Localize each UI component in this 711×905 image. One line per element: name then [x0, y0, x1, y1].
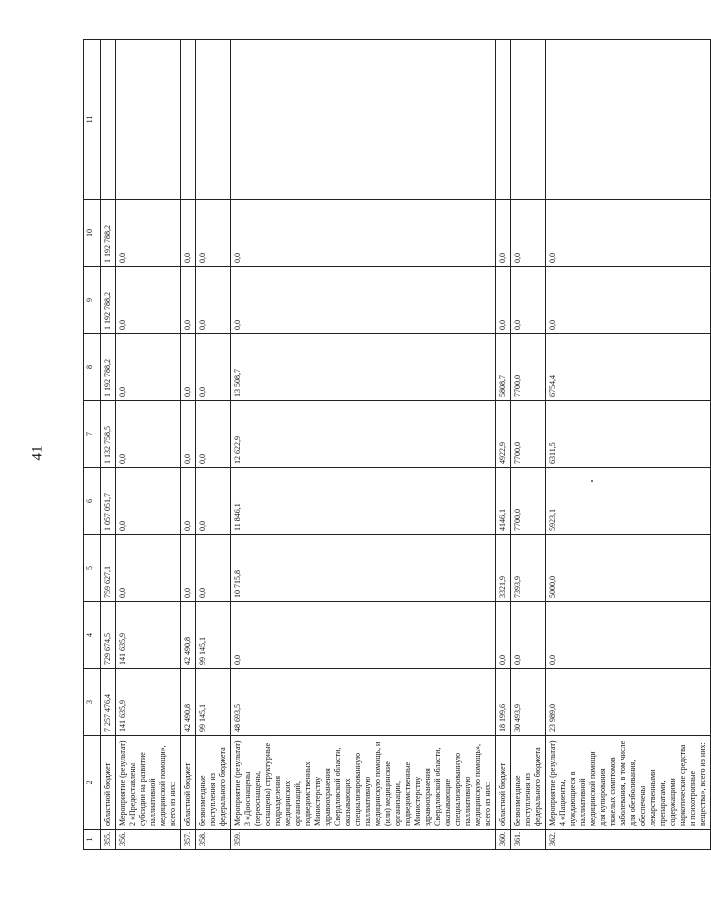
row-name: Мероприятие (результат) 4 «Пациенты, нуждающиеся в паллиативной медицинской помощи для купирования тяжелых симптомов заболевания, в том числе для обезболивания, обеспечены лекарственными препаратами, содержащими наркотические средства и психотропные вещества», всего из них:	[546, 736, 711, 830]
value-cell: 1 192 788,2	[101, 267, 116, 334]
row-name: областной бюджет	[101, 736, 116, 830]
value-cell: 6754,4	[546, 334, 711, 401]
budget-table	[83, 39, 711, 850]
row-name: безвозмездные поступления из федерального бюджета	[511, 736, 546, 830]
scan-artifact	[591, 480, 593, 482]
row-number: 358.	[196, 830, 231, 850]
value-cell: 0,0	[181, 468, 196, 535]
table-row	[116, 40, 181, 850]
value-cell: 141 635,9	[116, 669, 181, 736]
column-header: 9	[84, 267, 101, 334]
table-row	[101, 40, 116, 850]
value-cell: 0,0	[116, 535, 181, 602]
value-cell: 0,0	[231, 602, 496, 669]
value-cell: 0,0	[231, 200, 496, 267]
value-cell: 13 508,7	[231, 334, 496, 401]
value-cell: 23 989,0	[546, 669, 711, 736]
empty-cell	[511, 40, 546, 200]
value-cell: 0,0	[496, 267, 511, 334]
empty-cell	[546, 40, 711, 200]
value-cell: 7700,0	[511, 334, 546, 401]
value-cell: 1 192 788,2	[101, 200, 116, 267]
table-row	[546, 40, 711, 850]
row-number: 356.	[116, 830, 181, 850]
row-name: Мероприятие (результат) 3 «Дооснащены (переоснащены, оснащены) структурные подразделения медицинских организаций, подведомственных Министерству здравоохранения Свердловской области, оказывающих специализированную паллиативную медицинскую помощь, и (или) медицинские организации, подведомственные Министерству здравоохранения Свердловской области, оказывающие специализированную паллиативную медицинскую помощь», всего из них:	[231, 736, 496, 830]
value-cell: 0,0	[116, 200, 181, 267]
value-cell: 30 493,9	[511, 669, 546, 736]
value-cell: 0,0	[196, 401, 231, 468]
empty-cell	[196, 40, 231, 200]
value-cell: 0,0	[181, 200, 196, 267]
page-number: 41	[29, 445, 46, 461]
value-cell: 0,0	[511, 267, 546, 334]
column-header: 11	[84, 40, 101, 200]
value-cell: 141 635,9	[116, 602, 181, 669]
column-header: 5	[84, 535, 101, 602]
column-header: 7	[84, 401, 101, 468]
table-row	[181, 40, 196, 850]
row-name: областной бюджет	[496, 736, 511, 830]
value-cell: 0,0	[496, 602, 511, 669]
value-cell: 3321,9	[496, 535, 511, 602]
value-cell: 0,0	[116, 468, 181, 535]
table-row	[231, 40, 496, 850]
value-cell: 4146,1	[496, 468, 511, 535]
value-cell: 7 257 476,4	[101, 669, 116, 736]
column-header: 2	[84, 736, 101, 830]
row-number: 359.	[231, 830, 496, 850]
value-cell: 0,0	[181, 535, 196, 602]
value-cell: 0,0	[116, 267, 181, 334]
column-header: 6	[84, 468, 101, 535]
value-cell: 0,0	[196, 334, 231, 401]
value-cell: 0,0	[196, 200, 231, 267]
value-cell: 5923,1	[546, 468, 711, 535]
value-cell: 7393,9	[511, 535, 546, 602]
value-cell: 759 627,1	[101, 535, 116, 602]
value-cell: 0,0	[196, 468, 231, 535]
value-cell: 0,0	[116, 401, 181, 468]
row-number: 360.	[496, 830, 511, 850]
value-cell: 0,0	[231, 267, 496, 334]
row-number: 355.	[101, 830, 116, 850]
value-cell: 0,0	[181, 401, 196, 468]
value-cell: 99 145,1	[196, 669, 231, 736]
value-cell: 0,0	[196, 535, 231, 602]
value-cell: 1 132 758,5	[101, 401, 116, 468]
value-cell: 0,0	[181, 267, 196, 334]
value-cell: 0,0	[196, 267, 231, 334]
value-cell: 48 693,5	[231, 669, 496, 736]
value-cell: 5000,0	[546, 535, 711, 602]
table-row	[511, 40, 546, 850]
value-cell: 0,0	[496, 200, 511, 267]
value-cell: 42 490,8	[181, 602, 196, 669]
row-name: областной бюджет	[181, 736, 196, 830]
empty-cell	[231, 40, 496, 200]
empty-cell	[496, 40, 511, 200]
value-cell: 0,0	[546, 200, 711, 267]
value-cell: 0,0	[511, 200, 546, 267]
rotated-table-container	[83, 40, 707, 850]
column-header: 4	[84, 602, 101, 669]
value-cell: 1 192 788,2	[101, 334, 116, 401]
empty-cell	[181, 40, 196, 200]
value-cell: 12 622,9	[231, 401, 496, 468]
value-cell: 0,0	[116, 334, 181, 401]
row-number: 357.	[181, 830, 196, 850]
value-cell: 0,0	[546, 267, 711, 334]
column-header: 3	[84, 669, 101, 736]
value-cell: 7700,0	[511, 468, 546, 535]
row-number: 362.	[546, 830, 711, 850]
value-cell: 1 057 051,7	[101, 468, 116, 535]
header-row	[84, 40, 101, 850]
value-cell: 99 145,1	[196, 602, 231, 669]
table-row	[496, 40, 511, 850]
value-cell: 10 715,8	[231, 535, 496, 602]
column-header: 8	[84, 334, 101, 401]
value-cell: 7700,0	[511, 401, 546, 468]
value-cell: 4922,9	[496, 401, 511, 468]
value-cell: 729 674,5	[101, 602, 116, 669]
row-number: 361.	[511, 830, 546, 850]
empty-cell	[101, 40, 116, 200]
table-row	[196, 40, 231, 850]
value-cell: 0,0	[181, 334, 196, 401]
value-cell: 11 846,1	[231, 468, 496, 535]
row-name: безвозмездные поступления из федерального бюджета	[196, 736, 231, 830]
value-cell: 18 199,6	[496, 669, 511, 736]
row-name: Мероприятие (результат) 2 «Предоставлены субсидии на развитие паллиативной медицинской помощи», всего из них:	[116, 736, 181, 830]
empty-cell	[116, 40, 181, 200]
value-cell: 6311,5	[546, 401, 711, 468]
value-cell: 0,0	[511, 602, 546, 669]
column-header: 1	[84, 830, 101, 850]
value-cell: 0,0	[546, 602, 711, 669]
value-cell: 5808,7	[496, 334, 511, 401]
value-cell: 42 490,8	[181, 669, 196, 736]
column-header: 10	[84, 200, 101, 267]
